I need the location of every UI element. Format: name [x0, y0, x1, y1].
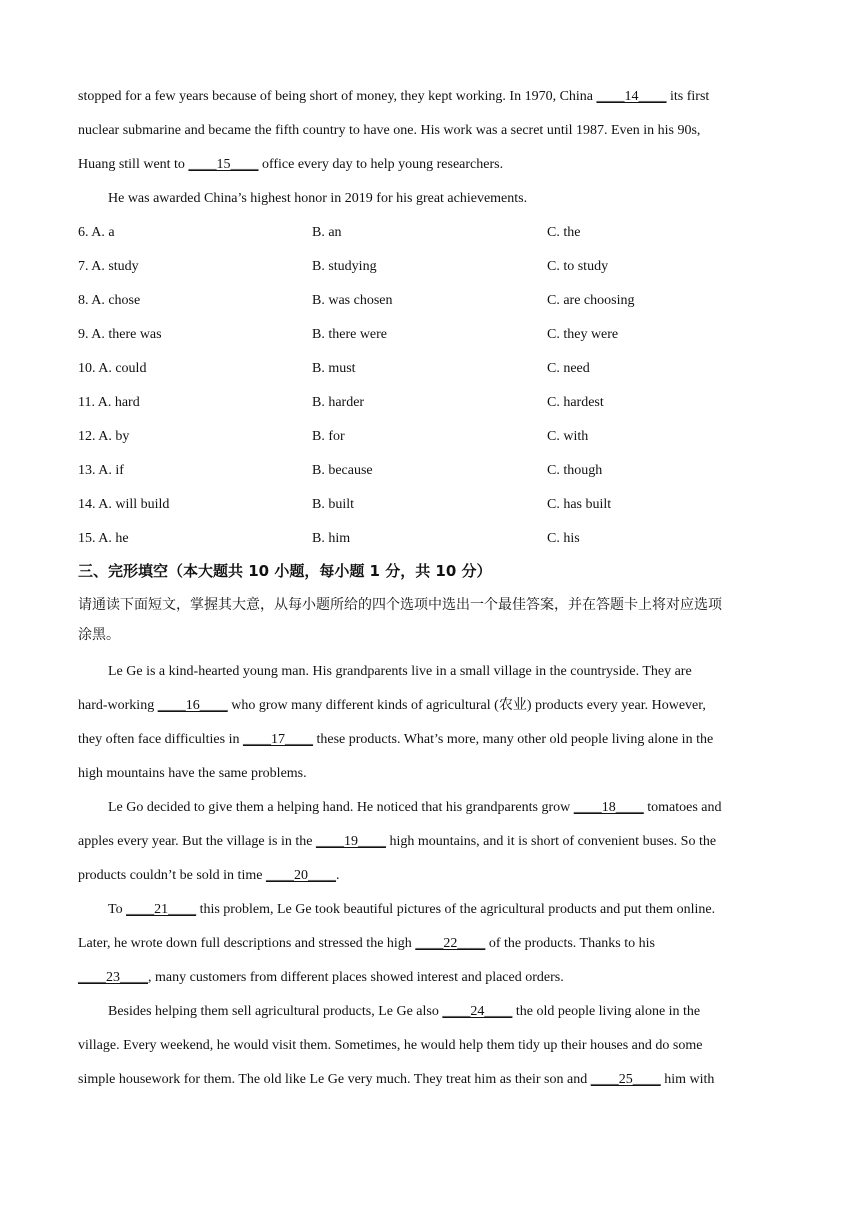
option-13-c: C. though — [547, 463, 603, 478]
passage-line — [78, 723, 713, 757]
passage-line — [78, 961, 564, 995]
section-instruction: 涂黑。 — [78, 627, 120, 643]
passage-line — [78, 1029, 702, 1063]
text-run: He was awarded China’s highest honor in 2019 for his great achievements. — [108, 191, 528, 206]
option-7-a: 7. A. study — [78, 259, 139, 274]
option-14-a: 14. A. will build — [78, 497, 170, 512]
text-run: office every day to help young researchers. — [258, 157, 504, 172]
option-8-a: 8. A. chose — [78, 293, 141, 308]
passage-line — [78, 825, 716, 859]
option-9-b: B. there were — [312, 327, 388, 342]
passage-line — [78, 148, 503, 182]
section-heading: 三、完形填空（本大题共 10 小题，每小题 1 分，共 10 分） — [78, 562, 492, 580]
option-14-c: C. has built — [547, 497, 612, 512]
passage-line — [78, 859, 339, 893]
blank-25: ____25____ — [590, 1072, 661, 1087]
blank-22: ____22____ — [415, 936, 486, 951]
option-10-c: C. need — [547, 361, 590, 376]
option-9-c: C. they were — [547, 327, 619, 342]
option-7-b: B. studying — [312, 259, 377, 274]
passage-line — [108, 182, 527, 216]
text-run: high mountains have the same problems. — [78, 766, 307, 781]
blank-15: ____15____ — [188, 157, 259, 172]
text-run: these products. What’s more, many other old people living alone in the — [312, 732, 714, 747]
option-15-a: 15. A. he — [78, 531, 129, 546]
passage-line — [78, 689, 706, 723]
text-run: simple housework for them. The old like Le Ge very much. They treat him as their son and — [78, 1072, 591, 1087]
blank-24: ____24____ — [442, 1004, 513, 1019]
option-13-a: 13. A. if — [78, 463, 124, 478]
text-run: high mountains, and it is short of convenient buses. So the — [385, 834, 717, 849]
text-run: they often face difficulties in — [78, 732, 243, 747]
option-6-a: 6. A. a — [78, 225, 115, 240]
text-run: of the products. Thanks to his — [485, 936, 655, 951]
passage-line — [78, 757, 307, 791]
option-11-c: C. hardest — [547, 395, 604, 410]
option-11-a: 11. A. hard — [78, 395, 140, 410]
text-run: , many customers from different places showed interest and placed orders. — [148, 970, 564, 985]
blank-21: ____21____ — [126, 902, 197, 917]
blank-19: ____19____ — [315, 834, 386, 849]
text-run: Besides helping them sell agricultural products, Le Ge also — [108, 1004, 443, 1019]
option-15-b: B. him — [312, 531, 351, 546]
blank-20: ____20____ — [265, 868, 336, 883]
text-run: products couldn’t be sold in time — [78, 868, 266, 883]
passage-line — [108, 893, 715, 927]
text-run: hard-working — [78, 698, 158, 713]
option-7-c: C. to study — [547, 259, 609, 274]
text-run: nuclear submarine and became the fifth country to have one. His work was a secret until 1987. Even in his 90s, — [78, 123, 701, 138]
blank-16: ____16____ — [157, 698, 228, 713]
option-9-a: 9. A. there was — [78, 327, 162, 342]
passage-line — [108, 995, 700, 1029]
option-12-c: C. with — [547, 429, 589, 444]
text-run: village. Every weekend, he would visit them. Sometimes, he would help them tidy up their houses and do some — [78, 1038, 703, 1053]
option-6-b: B. an — [312, 225, 342, 240]
passage-line — [78, 1063, 714, 1097]
option-10-a: 10. A. could — [78, 361, 147, 376]
text-run: tomatoes and — [643, 800, 722, 815]
blank-18: ____18____ — [573, 800, 644, 815]
passage-line — [108, 791, 722, 825]
text-run: its first — [666, 89, 710, 104]
text-run: Huang still went to — [78, 157, 189, 172]
option-11-b: B. harder — [312, 395, 365, 410]
text-run: who grow many different kinds of agricultural (农业) products every year. However, — [227, 698, 706, 713]
text-run: To — [108, 902, 127, 917]
text-run: . — [335, 868, 340, 883]
section-instruction: 请通读下面短文，掌握其大意，从每小题所给的四个选项中选出一个最佳答案，并在答题卡上将对应选项 — [78, 597, 722, 613]
passage-line — [78, 80, 709, 114]
option-6-c: C. the — [547, 225, 581, 240]
text-run: Later, he wrote down full descriptions and stressed the high — [78, 936, 416, 951]
option-13-b: B. because — [312, 463, 373, 478]
option-10-b: B. must — [312, 361, 356, 376]
text-run: the old people living alone in the — [512, 1004, 701, 1019]
passage-line — [78, 114, 700, 148]
blank-17: ____17____ — [242, 732, 313, 747]
blank-14: ____14____ — [596, 89, 667, 104]
passage-line — [78, 927, 655, 961]
option-12-b: B. for — [312, 429, 345, 444]
text-run: Le Go decided to give them a helping hand. He noticed that his grandparents grow — [108, 800, 574, 815]
option-8-c: C. are choosing — [547, 293, 635, 308]
text-run: him with — [660, 1072, 715, 1087]
option-12-a: 12. A. by — [78, 429, 130, 444]
text-run: stopped for a few years because of being short of money, they kept working. In 1970, China — [78, 89, 597, 104]
option-8-b: B. was chosen — [312, 293, 393, 308]
passage-line — [108, 655, 692, 689]
blank-23: ____23____ — [78, 970, 148, 985]
option-14-b: B. built — [312, 497, 355, 512]
text-run: this problem, Le Ge took beautiful pictures of the agricultural products and put them online. — [196, 902, 716, 917]
text-run: apples every year. But the village is in the — [78, 834, 316, 849]
text-run: Le Ge is a kind-hearted young man. His grandparents live in a small village in the countryside. They are — [108, 664, 692, 679]
option-15-c: C. his — [547, 531, 580, 546]
